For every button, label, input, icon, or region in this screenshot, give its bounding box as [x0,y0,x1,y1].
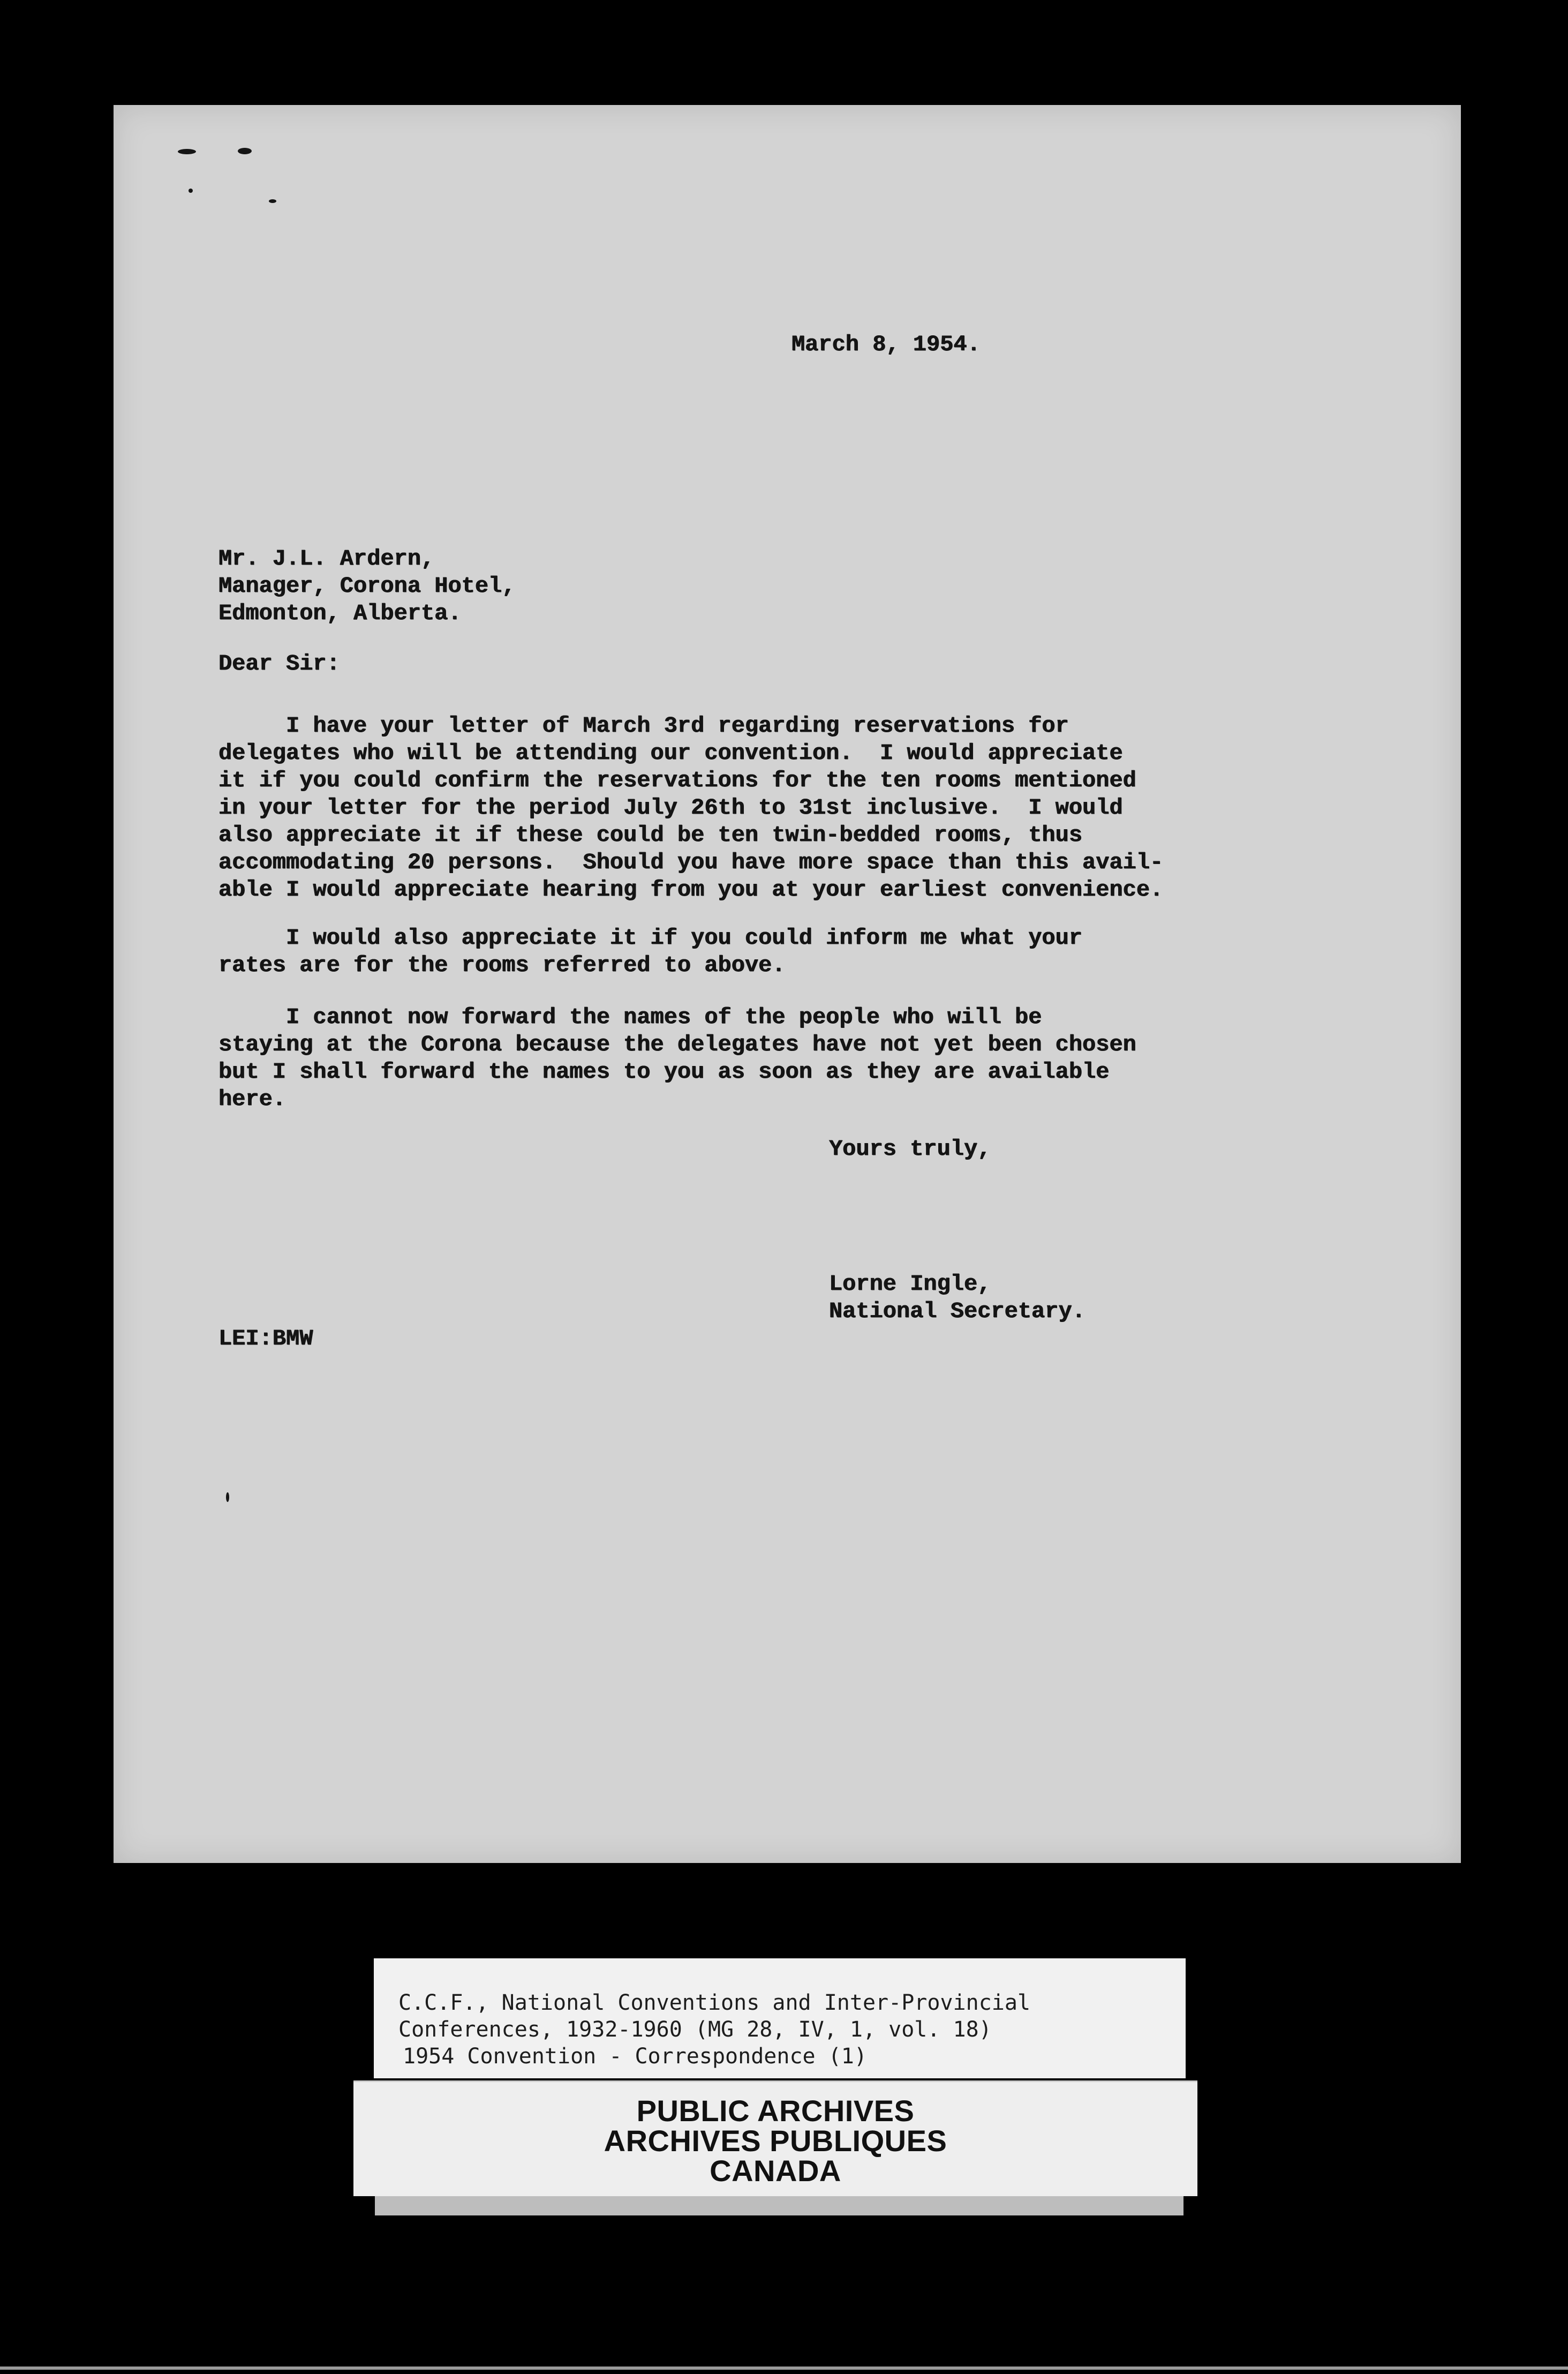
paragraph-line: also appreciate it if these could be ten twin-bedded rooms, thus [218,822,1083,848]
paragraph-line: in your letter for the period July 26th to 31st inclusive. I would [218,795,1123,821]
ink-speck [178,149,196,154]
ink-speck [238,148,252,154]
recipient-location: Edmonton, Alberta. [218,600,462,626]
paragraph-line: I would also appreciate it if you could inform me what your [218,925,1083,951]
signer-name: Lorne Ingle, [829,1271,991,1297]
archive-stamp [353,2080,1197,2196]
paragraph-line: it if you could confirm the reservations for the ten rooms mentioned [218,768,1136,793]
ink-speck [226,1492,229,1502]
ink-speck [189,189,193,193]
paragraph-line: but I shall forward the names to you as soon as they are available [218,1059,1110,1085]
paragraph-line: here. [218,1086,287,1112]
paragraph-reservations [218,712,1163,904]
letter-sheet [114,105,1461,1863]
paragraph-line: accommodating 20 persons. Should you have more space than this avail- [218,850,1164,875]
paragraph-line: staying at the Corona because the delegates have not yet been chosen [218,1032,1136,1057]
signature-block [829,1271,1085,1325]
recipient-address [218,545,516,627]
recipient-name: Mr. J.L. Ardern, [218,546,435,572]
paragraph-names [218,1004,1136,1113]
paragraph-line: I cannot now forward the names of the people who will be [218,1004,1042,1030]
signer-title: National Secretary. [829,1298,1085,1324]
archive-stamp-line: CANADA [710,2154,841,2188]
film-edge [0,2367,1568,2370]
paragraph-rates [218,925,1082,979]
paragraph-line: rates are for the rooms referred to above. [218,952,786,978]
archive-reference-line: C.C.F., National Conventions and Inter-Provincial [398,1990,1031,2015]
label-edge [375,2196,1183,2215]
archive-reference-line: Conferences, 1932-1960 (MG 28, IV, 1, vol. 18) [398,2017,992,2042]
archive-stamp-line: PUBLIC ARCHIVES [636,2094,915,2128]
ink-speck [269,199,276,203]
salutation: Dear Sir: [218,651,340,677]
paragraph-line: I have your letter of March 3rd regarding reservations for [218,713,1069,739]
closing: Yours truly, [829,1136,991,1162]
archive-reference-line: 1954 Convention - Correspondence (1) [403,2044,867,2069]
archive-stamp-line: ARCHIVES PUBLIQUES [604,2124,947,2158]
recipient-position: Manager, Corona Hotel, [218,573,516,599]
archive-reference-label [374,1958,1186,2078]
letter-date: March 8, 1954. [791,332,981,357]
typist-initials: LEI:BMW [218,1326,313,1351]
paragraph-line: delegates who will be attending our convention. I would appreciate [218,740,1123,766]
paragraph-line: able I would appreciate hearing from you at your earliest convenience. [218,877,1164,903]
